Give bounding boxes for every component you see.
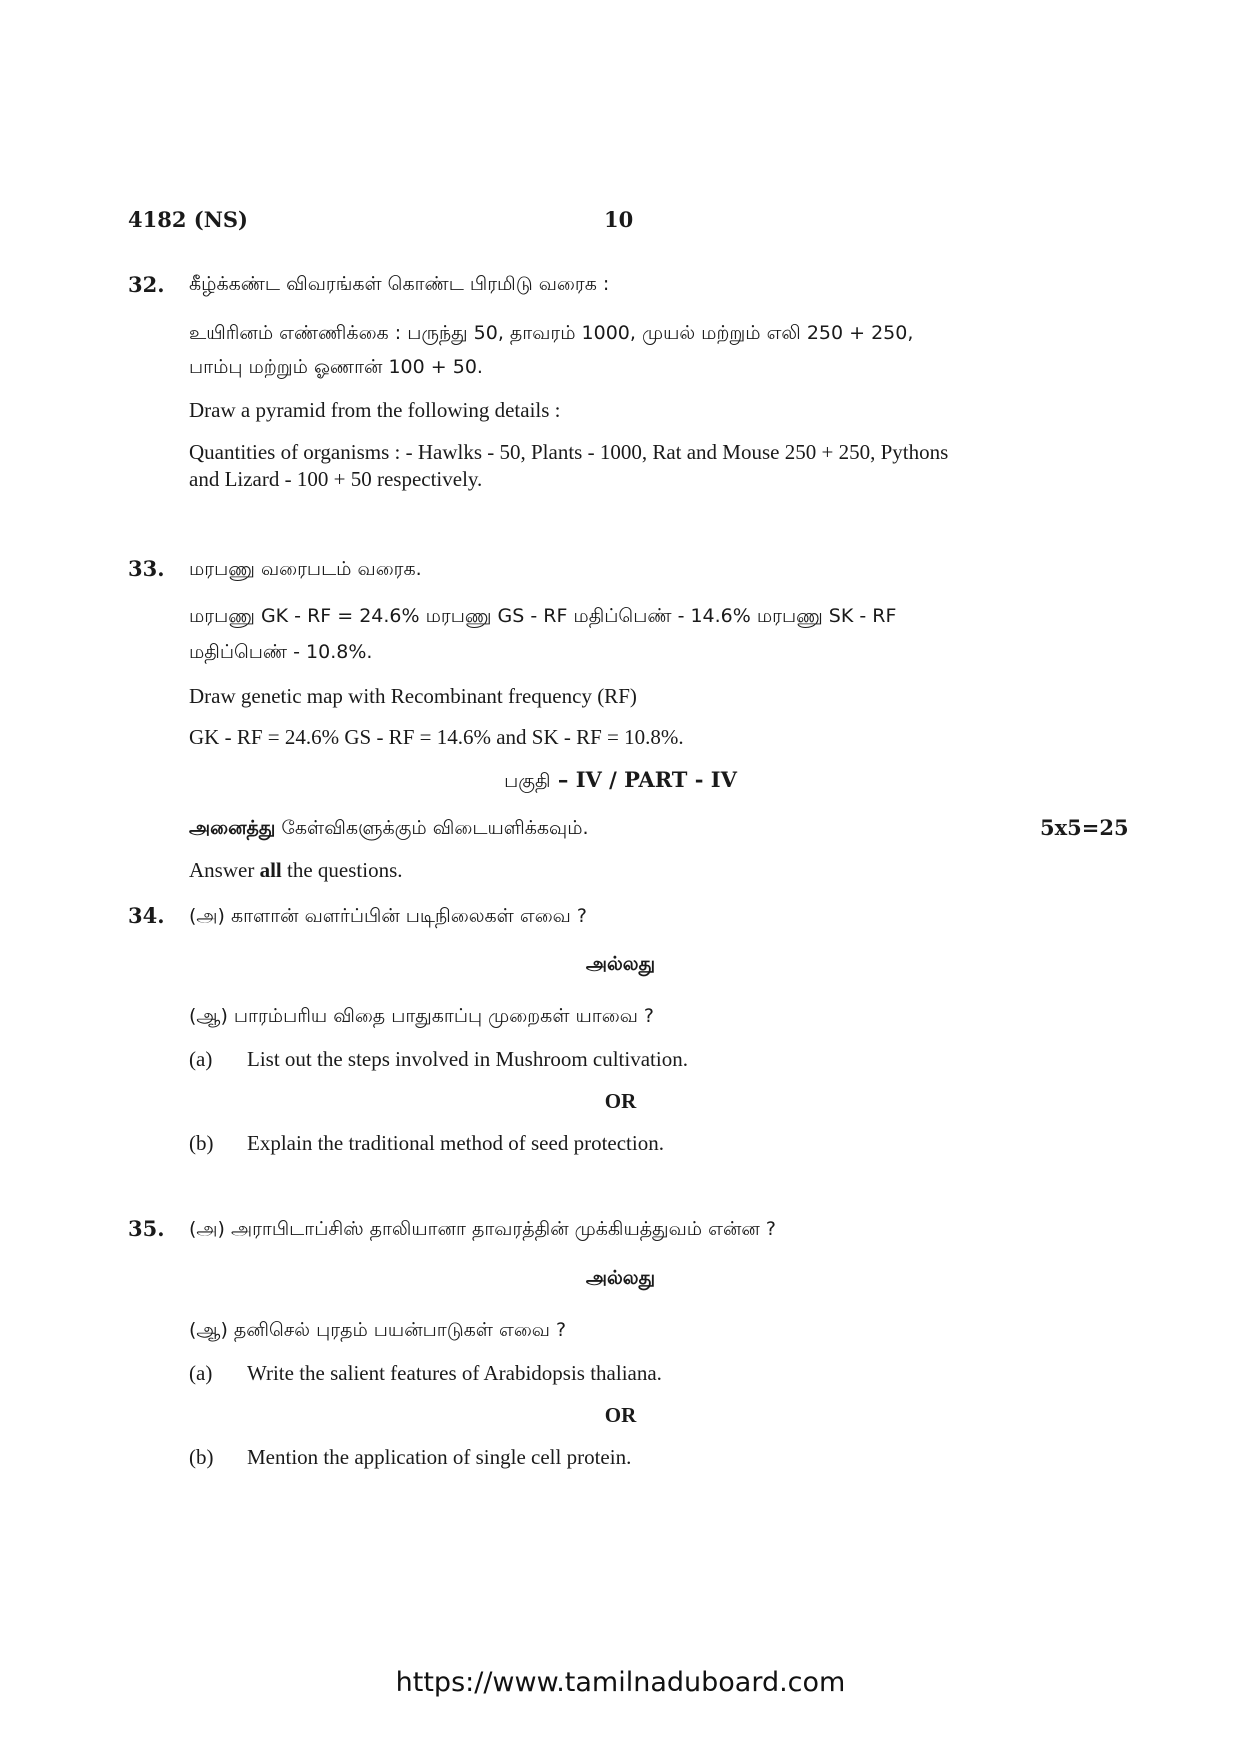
q32-tamil-title: கீழ்க்கண்ட விவரங்கள் கொண்ட பிரமிடு வரைக : [189, 273, 610, 295]
q34-label-a: (a) [189, 1047, 213, 1071]
q33-eng-title: Draw genetic map with Recombinant frequency (RF) [189, 684, 637, 708]
part-instruction-tamil-rest: கேள்விகளுக்கும் விடையளிக்கவும். [275, 817, 589, 839]
q33-tamil-title: மரபணு வரைபடம் வரைக. [189, 558, 422, 580]
q35-label-a: (a) [189, 1361, 213, 1385]
q33-eng-line1: GK - RF = 24.6% GS - RF = 14.6% and SK - RF = 10.8%. [189, 725, 684, 749]
part-instruction-eng-2: the questions. [281, 858, 403, 882]
part-instruction-tamil-bold: அனைத்து [189, 817, 276, 839]
part-instruction-tamil [189, 817, 589, 842]
q33-tamil-line2: மதிப்பெண் - 10.8%. [189, 641, 373, 663]
q35-or-eng: OR [604, 1403, 637, 1427]
part-marks: 5x5=25 [1040, 815, 1129, 840]
paper-code: 4182 (NS) [128, 207, 248, 232]
q35-tamil-a: (அ) அராபிடாப்சிஸ் தாலியானா தாவரத்தின் முக்கியத்துவம் என்ன ? [189, 1218, 776, 1240]
part-heading-tamil: பகுதி [504, 770, 551, 792]
question-number-33: 33. [128, 556, 165, 581]
part-instruction-eng-bold: all [259, 858, 282, 882]
part-instruction-eng [189, 858, 403, 883]
q35-label-b: (b) [189, 1445, 214, 1469]
footer-url[interactable]: https://www.tamilnaduboard.com [395, 1667, 846, 1698]
part-heading [0, 767, 1241, 795]
q34-eng-b: Explain the traditional method of seed protection. [247, 1131, 664, 1155]
question-number-35: 35. [128, 1216, 165, 1241]
q33-tamil-line1: மரபணு GK - RF = 24.6% மரபணு GS - RF மதிப்பெண் - 14.6% மரபணு SK - RF [189, 605, 897, 627]
q32-eng-line2: and Lizard - 100 + 50 respectively. [189, 467, 483, 491]
q32-eng-title: Draw a pyramid from the following details : [189, 398, 561, 422]
q34-or-eng: OR [604, 1089, 637, 1113]
q35-eng-a: Write the salient features of Arabidopsis thaliana. [247, 1361, 662, 1385]
q35-tamil-b: (ஆ) தனிசெல் புரதம் பயன்பாடுகள் எவை ? [189, 1319, 567, 1341]
part-instruction-eng-1: Answer [189, 858, 260, 882]
q32-tamil-line2: பாம்பு மற்றும் ஓணான் 100 + 50. [189, 356, 483, 378]
question-number-34: 34. [128, 903, 165, 928]
q34-or-tamil: அல்லது [585, 953, 656, 975]
q35-or-tamil: அல்லது [585, 1267, 656, 1289]
q35-eng-b: Mention the application of single cell protein. [247, 1445, 632, 1469]
q34-label-b: (b) [189, 1131, 214, 1155]
q34-tamil-b: (ஆ) பாரம்பரிய விதை பாதுகாப்பு முறைகள் யாவை ? [189, 1005, 655, 1027]
question-number-32: 32. [128, 272, 165, 297]
page-number: 10 [604, 207, 634, 232]
part-heading-label: – IV / PART - IV [550, 767, 737, 792]
q34-eng-a: List out the steps involved in Mushroom cultivation. [247, 1047, 688, 1071]
q32-tamil-line1: உயிரினம் எண்ணிக்கை : பருந்து 50, தாவரம் 1000, முயல் மற்றும் எலி 250 + 250, [189, 322, 914, 344]
q32-eng-line1: Quantities of organisms : - Hawlks - 50, Plants - 1000, Rat and Mouse 250 + 250, Pythons [189, 440, 949, 464]
q34-tamil-a: (அ) காளான் வளர்ப்பின் படிநிலைகள் எவை ? [189, 905, 587, 927]
